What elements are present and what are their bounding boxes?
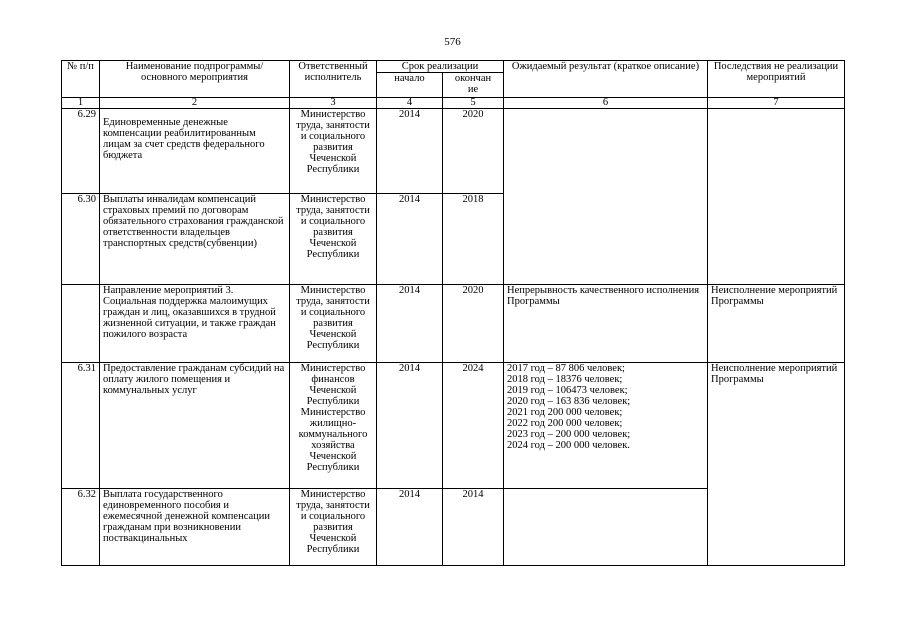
column-number: 6 (504, 98, 708, 109)
program-table (61, 60, 845, 566)
row-start: 2014 (377, 285, 443, 363)
row-consequence: Неисполнение мероприятий Программы (708, 285, 845, 363)
row-end: 2020 (443, 285, 504, 363)
column-number: 5 (443, 98, 504, 109)
row-start: 2014 (377, 363, 443, 489)
row-number: 6.32 (62, 489, 100, 566)
header-start: начало (377, 73, 443, 98)
row-consequence-empty (708, 109, 845, 285)
row-executor: Министерство труда, занятости и социального развития Чеченской Республики (290, 285, 377, 363)
table-row (62, 285, 845, 363)
header-consequence: Последствия не реализации мероприятий (708, 61, 845, 98)
row-end: 2020 (443, 109, 504, 194)
header-name: Наименование подпрограммы/ основного мероприятия (100, 61, 290, 98)
header-executor: Ответственный исполнитель (290, 61, 377, 98)
row-executor: Министерство труда, занятости и социального развития Чеченской Республики (290, 489, 377, 566)
row-name: Выплата государственного единовременного пособия и ежемесячной денежной компенсации гражданам при возникновении поствакцинальных (100, 489, 290, 566)
row-result-empty (504, 489, 708, 566)
table-row (62, 363, 845, 489)
row-start: 2014 (377, 194, 443, 285)
column-number: 1 (62, 98, 100, 109)
row-executor: Министерство труда, занятости и социального развития Чеченской Республики (290, 109, 377, 194)
header-result: Ожидаемый результат (краткое описание) (504, 61, 708, 98)
row-name: Единовременные денежные компенсации реабилитированным лицам за счет средств федерального бюджета (100, 109, 290, 194)
header-end: окончан ие (443, 73, 504, 98)
row-start: 2014 (377, 489, 443, 566)
row-result: 2017 год – 87 806 человек; 2018 год – 18376 человек; 2019 год – 106473 человек; 2020 год – 163 836 человек; 2021 год 200 000 человек; 2022 год 200 000 человек; 2023 год – 200 000 человек; 2024 год – 200 000 человек. (504, 363, 708, 489)
row-consequence: Неисполнение мероприятий Программы (708, 363, 845, 566)
row-end: 2018 (443, 194, 504, 285)
column-number: 2 (100, 98, 290, 109)
row-name: Предоставление гражданам субсидий на оплату жилого помещения и коммунальных услуг (100, 363, 290, 489)
row-number: 6.30 (62, 194, 100, 285)
row-number: 6.31 (62, 363, 100, 489)
table-row (62, 109, 845, 194)
row-executor: Министерство финансов Чеченской Республики Министерство жилищно- коммунального хозяйства Чеченской Республики (290, 363, 377, 489)
header-period: Срок реализации (377, 61, 504, 73)
header-row-1 (62, 61, 845, 73)
row-start: 2014 (377, 109, 443, 194)
row-end: 2014 (443, 489, 504, 566)
row-end: 2024 (443, 363, 504, 489)
row-result: Непрерывность качественного исполнения Программы (504, 285, 708, 363)
row-name: Направление мероприятий 3. Социальная поддержка малоимущих граждан и лиц, оказавшихся в трудной жизненной ситуации, и также граждан пожилого возраста (100, 285, 290, 363)
column-numbers-row (62, 98, 845, 109)
page-number: 576 (444, 36, 461, 48)
row-name: Выплаты инвалидам компенсаций страховых премий по договорам обязательного страхования гражданской ответственности владельцев транспортных средств(субвенции) (100, 194, 290, 285)
row-result-empty (504, 109, 708, 285)
column-number: 3 (290, 98, 377, 109)
column-number: 4 (377, 98, 443, 109)
row-number (62, 285, 100, 363)
column-number: 7 (708, 98, 845, 109)
row-number: 6.29 (62, 109, 100, 194)
row-executor: Министерство труда, занятости и социального развития Чеченской Республики (290, 194, 377, 285)
header-num: № п/п (62, 61, 100, 98)
